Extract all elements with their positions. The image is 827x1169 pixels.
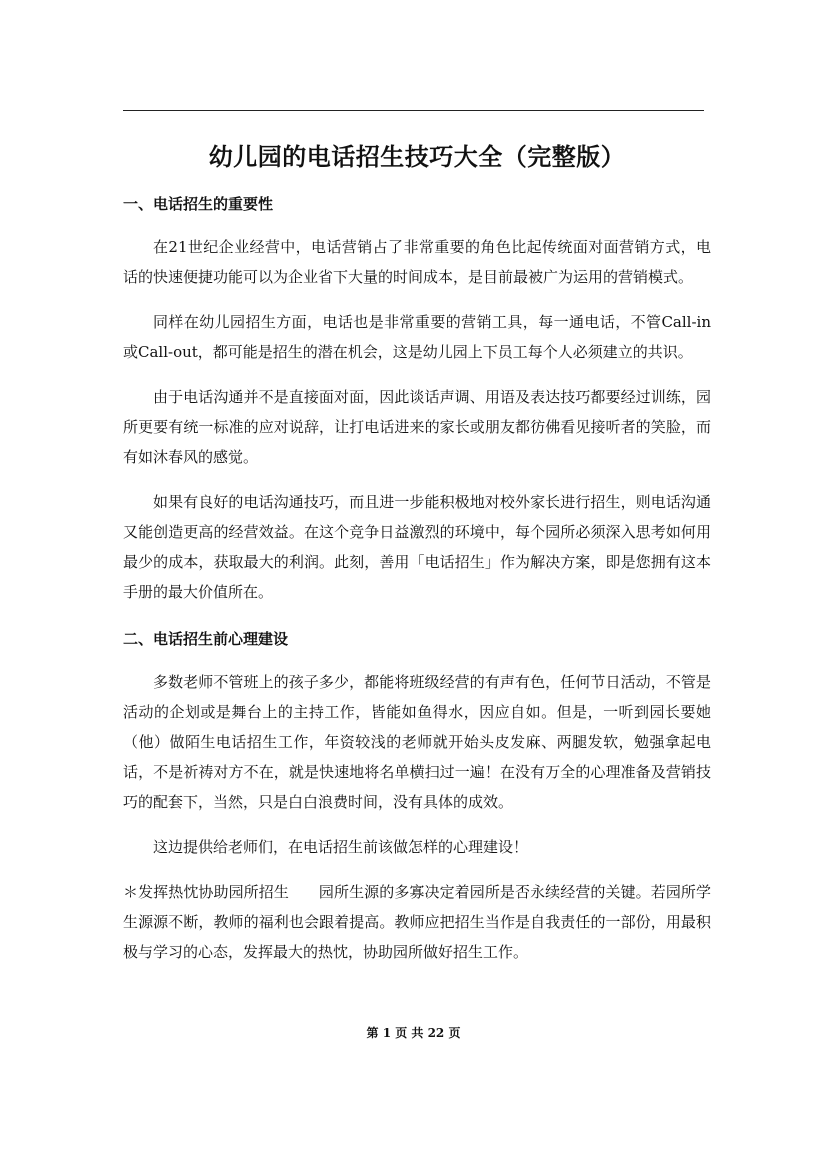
star-item-text: 园所生源的多寡决定着园所是否永续经营的关键。若园所学生源源不断，教师的福利也会跟着提高。教师应把招生当作是自我责任的一部份，用最积极与学习的心态，发挥最大的热忱，协助园所做好招生工作。 [123,883,711,961]
section-heading-importance: 一、电话招生的重要性 [123,195,274,213]
paragraph: 如果有良好的电话沟通技巧，而且进一步能积极地对校外家长进行招生，则电话沟通又能创造更高的经营效益。在这个竞争日益激烈的环境中，每个园所必须深入思考如何用最少的成本，获取最大的利润。此刻，善用「电话招生」作为解决方案，即是您拥有这本手册的最大价值所在。 [123,493,711,601]
page-number-footer: 第 1 页 共 22 页 [366,1026,461,1040]
star-item-title: ＊发挥热忱协助园所招生 [123,883,289,901]
star-item [123,877,711,967]
paragraph: 多数老师不管班上的孩子多少，都能将班级经营的有声有色，任何节日活动，不管是活动的企划或是舞台上的主持工作，皆能如鱼得水，因应自如。但是，一听到园长要她（他）做陌生电话招生工作，年资较浅的老师就开始头皮发麻、两腿发软，勉强拿起电话，不是祈祷对方不在，就是快速地将名单横扫过一遍！在没有万全的心理准备及营销技巧的配套下，当然，只是白白浪费时间，没有具体的成效。 [123,673,711,811]
paragraph: 在21世纪企业经营中，电话营销占了非常重要的角色比起传统面对面营销方式，电话的快速便捷功能可以为企业省下大量的时间成本，是目前最被广为运用的营销模式。 [123,238,711,286]
document-title: 幼儿园的电话招生技巧大全（完整版） [208,142,626,171]
section-heading-mindset: 二、电话招生前心理建设 [123,630,289,648]
paragraph: 同样在幼儿园招生方面，电话也是非常重要的营销工具，每一通电话，不管Call-in或Call-out，都可能是招生的潜在机会，这是幼儿园上下员工每个人必须建立的共识。 [123,313,711,361]
header-rule [123,110,704,111]
paragraph: 这边提供给老师们，在电话招生前该做怎样的心理建设！ [153,838,529,856]
paragraph: 由于电话沟通并不是直接面对面，因此谈话声调、用语及表达技巧都要经过训练，园所更要有统一标准的应对说辞，让打电话进来的家长或朋友都彷佛看见接听者的笑脸，而有如沐春风的感觉。 [123,388,711,466]
document-body [123,136,711,967]
